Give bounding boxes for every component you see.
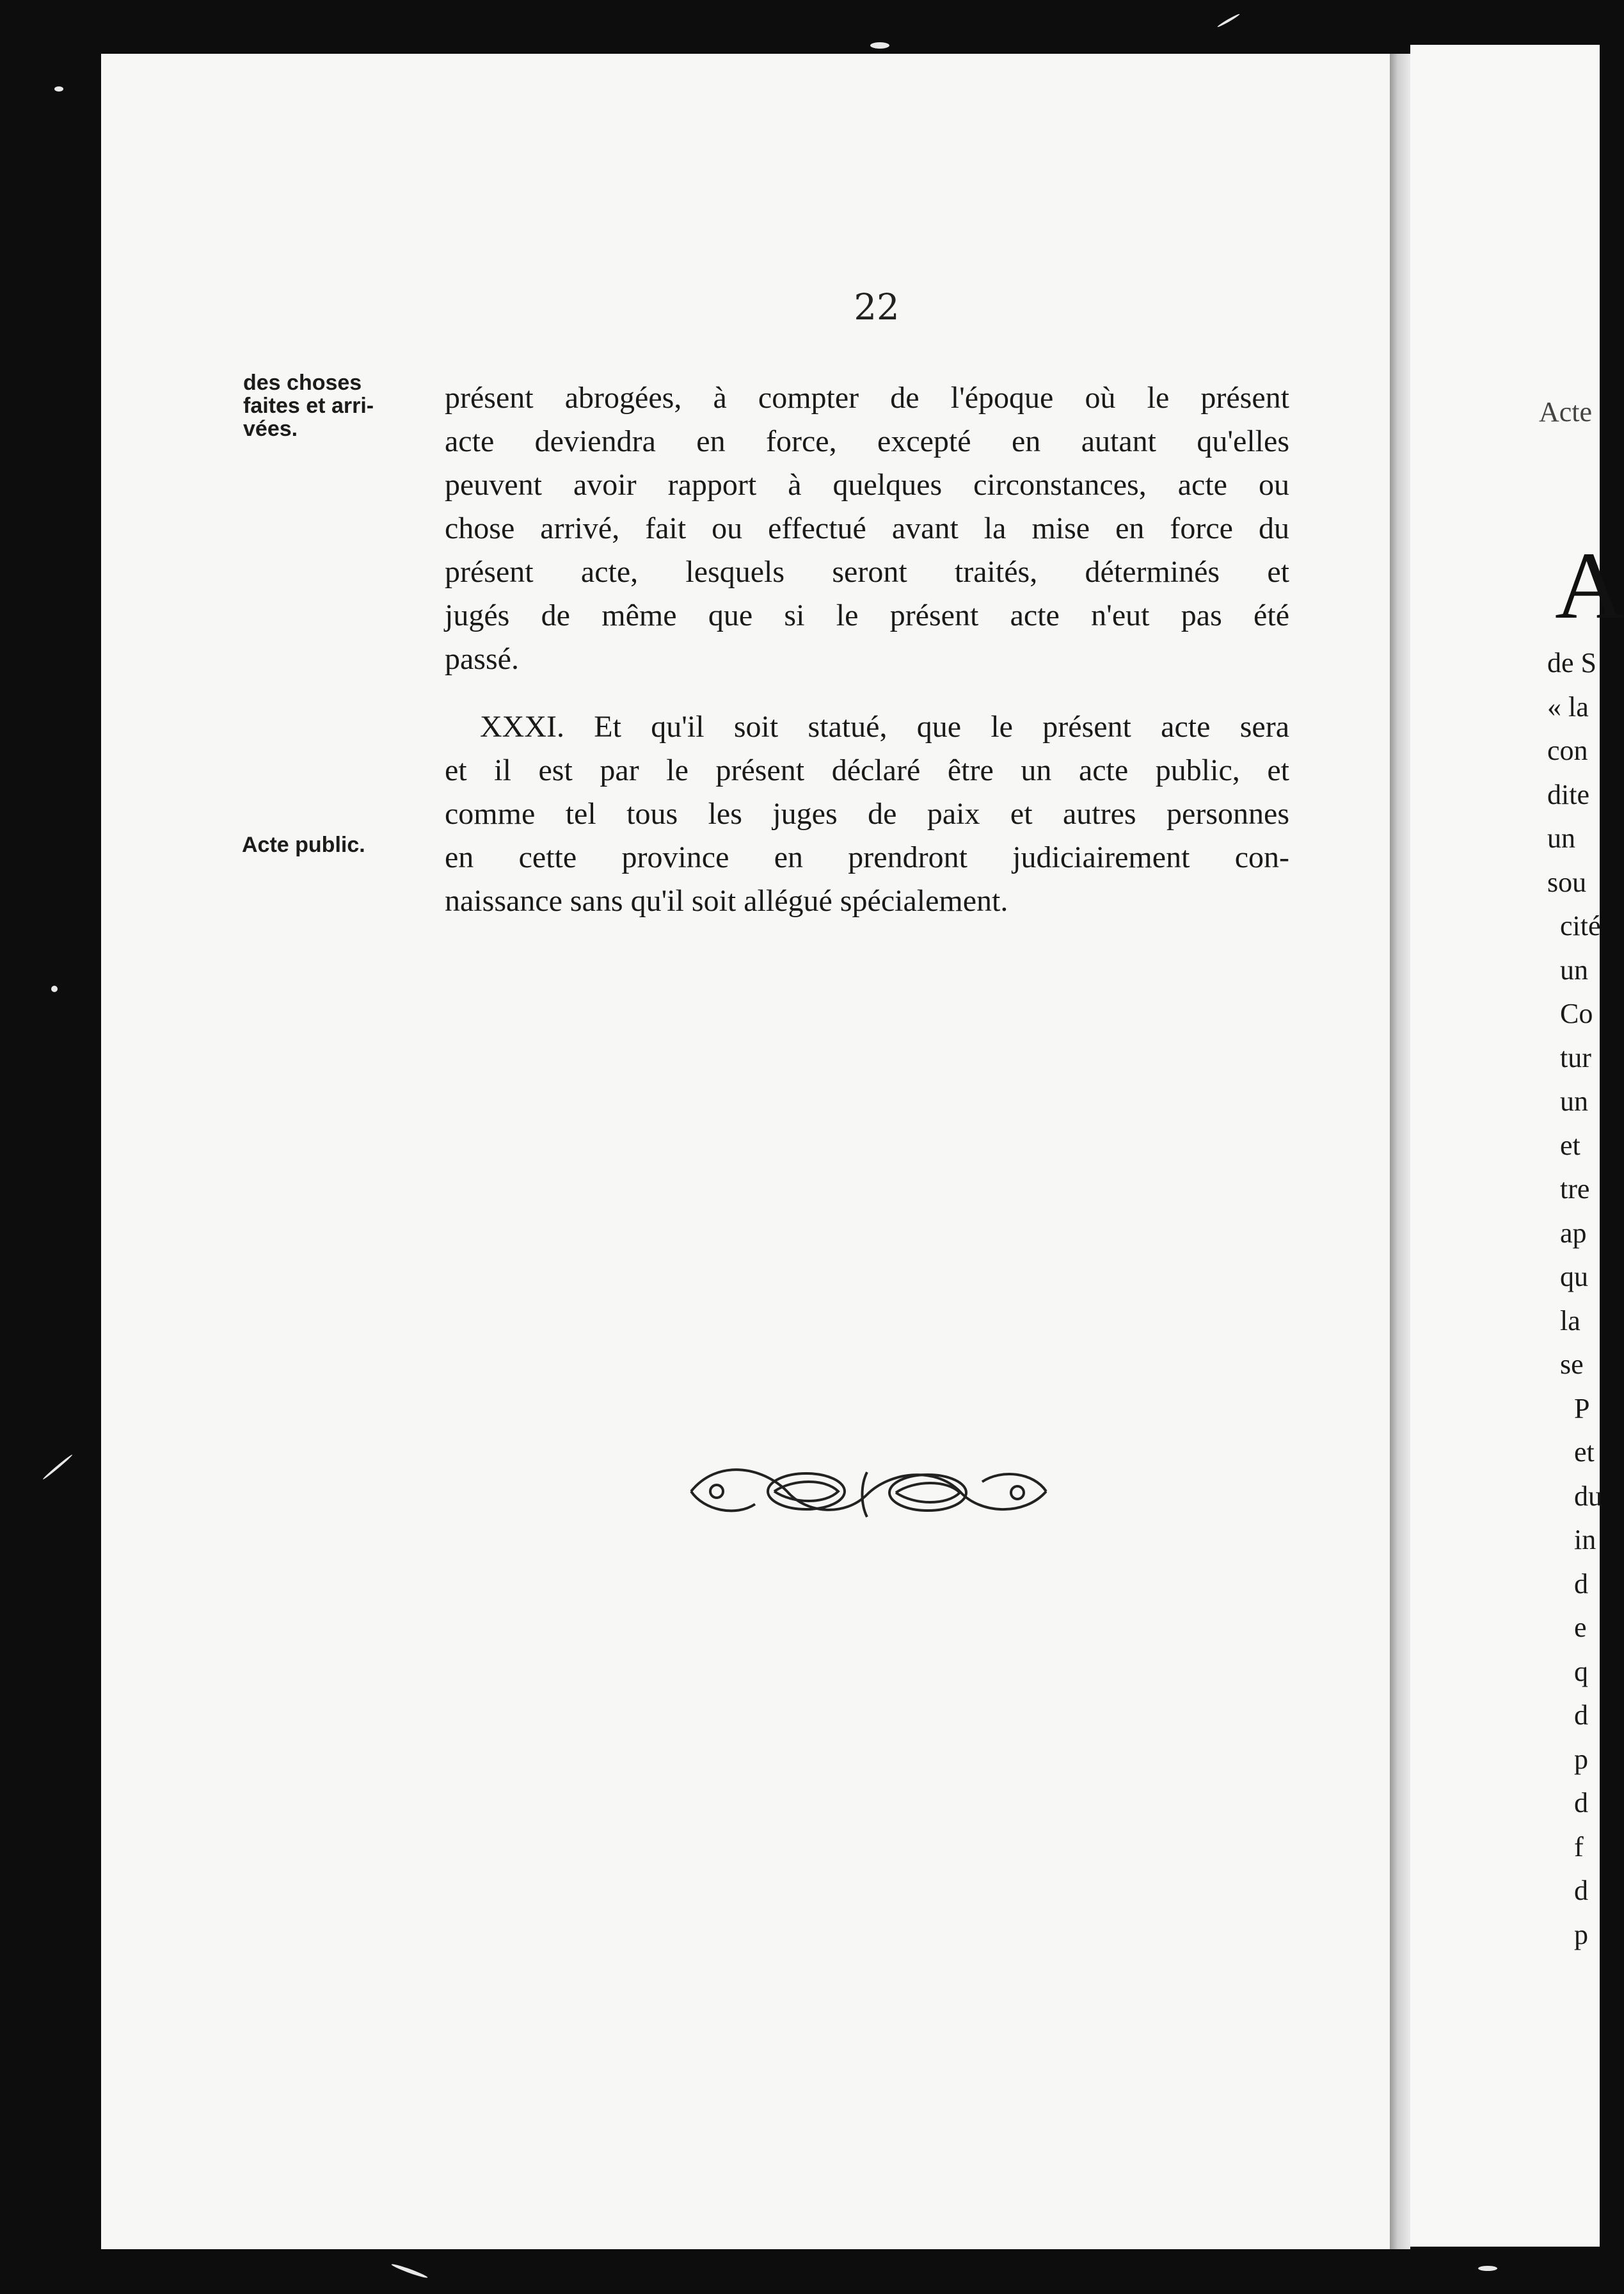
film-speck bbox=[391, 2263, 428, 2279]
right-page-line: d bbox=[1574, 1875, 1588, 1906]
right-page-line: d bbox=[1574, 1568, 1588, 1600]
right-page-line: p bbox=[1574, 1918, 1588, 1950]
right-page-line: con bbox=[1547, 735, 1588, 766]
right-page-line: f bbox=[1574, 1831, 1584, 1863]
body-line: comme tel tous les juges de paix et autres personnes bbox=[445, 797, 1289, 831]
body-line: en cette province en prendront judiciairement con- bbox=[445, 840, 1289, 874]
margin-note-choses bbox=[243, 371, 374, 440]
right-page-line: qu bbox=[1560, 1261, 1588, 1292]
film-speck bbox=[1478, 2266, 1497, 2271]
right-page-line: d bbox=[1574, 1787, 1588, 1818]
right-page-line: Co bbox=[1560, 998, 1593, 1029]
margin-note-line: faites et arri- bbox=[243, 394, 374, 418]
right-page-line: « la bbox=[1547, 691, 1589, 723]
right-page-line: un bbox=[1547, 822, 1575, 854]
body-line: acte deviendra en force, excepté en autant qu'elles bbox=[445, 424, 1289, 458]
right-page-line: et bbox=[1574, 1436, 1595, 1468]
right-page-line: in bbox=[1574, 1524, 1596, 1555]
body-line: présent acte, lesquels seront traités, déterminés et bbox=[445, 555, 1289, 589]
right-page-line: p bbox=[1574, 1743, 1588, 1775]
right-page-line: un bbox=[1560, 954, 1588, 986]
film-speck bbox=[870, 42, 889, 49]
right-page-line: du bbox=[1574, 1480, 1602, 1512]
right-page-line: P bbox=[1574, 1392, 1590, 1424]
right-page-line: tre bbox=[1560, 1173, 1590, 1205]
ornament-flourish bbox=[678, 1453, 1056, 1536]
body-line: et il est par le présent déclaré être un acte public, et bbox=[445, 753, 1289, 787]
right-page-line: ap bbox=[1560, 1217, 1587, 1249]
right-page-line: d bbox=[1574, 1699, 1588, 1731]
right-page-line: dite bbox=[1547, 778, 1589, 810]
page-number: 22 bbox=[854, 287, 900, 328]
right-page-line: q bbox=[1574, 1655, 1588, 1687]
margin-note-line: vées. bbox=[243, 417, 298, 441]
body-line: passé. bbox=[445, 642, 519, 676]
right-page-line: se bbox=[1560, 1349, 1584, 1380]
page-gutter bbox=[1390, 54, 1410, 2249]
margin-note-acte-public: Acte public. bbox=[242, 833, 365, 857]
right-page-line: e bbox=[1574, 1612, 1587, 1643]
film-speck bbox=[1217, 13, 1241, 28]
right-page-line: la bbox=[1560, 1304, 1580, 1336]
film-speck bbox=[54, 86, 63, 92]
right-page-line: tur bbox=[1560, 1041, 1591, 1073]
body-line: présent abrogées, à compter de l'époque où le présent bbox=[445, 381, 1289, 415]
drop-cap: A bbox=[1555, 533, 1624, 639]
margin-note-line: des choses bbox=[243, 371, 362, 395]
right-running-head: Acte bbox=[1539, 396, 1593, 428]
right-page-line: de S bbox=[1547, 647, 1596, 678]
right-page-line: sou bbox=[1547, 866, 1587, 898]
film-speck bbox=[42, 1454, 74, 1480]
body-line: chose arrivé, fait ou effectué avant la mise en force du bbox=[445, 511, 1289, 545]
body-line: jugés de même que si le présent acte n'eut pas été bbox=[445, 598, 1289, 632]
film-speck bbox=[51, 986, 58, 992]
body-line: peuvent avoir rapport à quelques circonstances, acte ou bbox=[445, 468, 1289, 502]
right-page-line: un bbox=[1560, 1086, 1588, 1117]
right-page-line: cité bbox=[1560, 910, 1601, 942]
body-line: naissance sans qu'il soit allégué spécialement. bbox=[445, 884, 1008, 918]
right-page-line: et bbox=[1560, 1129, 1580, 1161]
body-line: XXXI. Et qu'il soit statué, que le présent acte sera bbox=[480, 710, 1289, 744]
